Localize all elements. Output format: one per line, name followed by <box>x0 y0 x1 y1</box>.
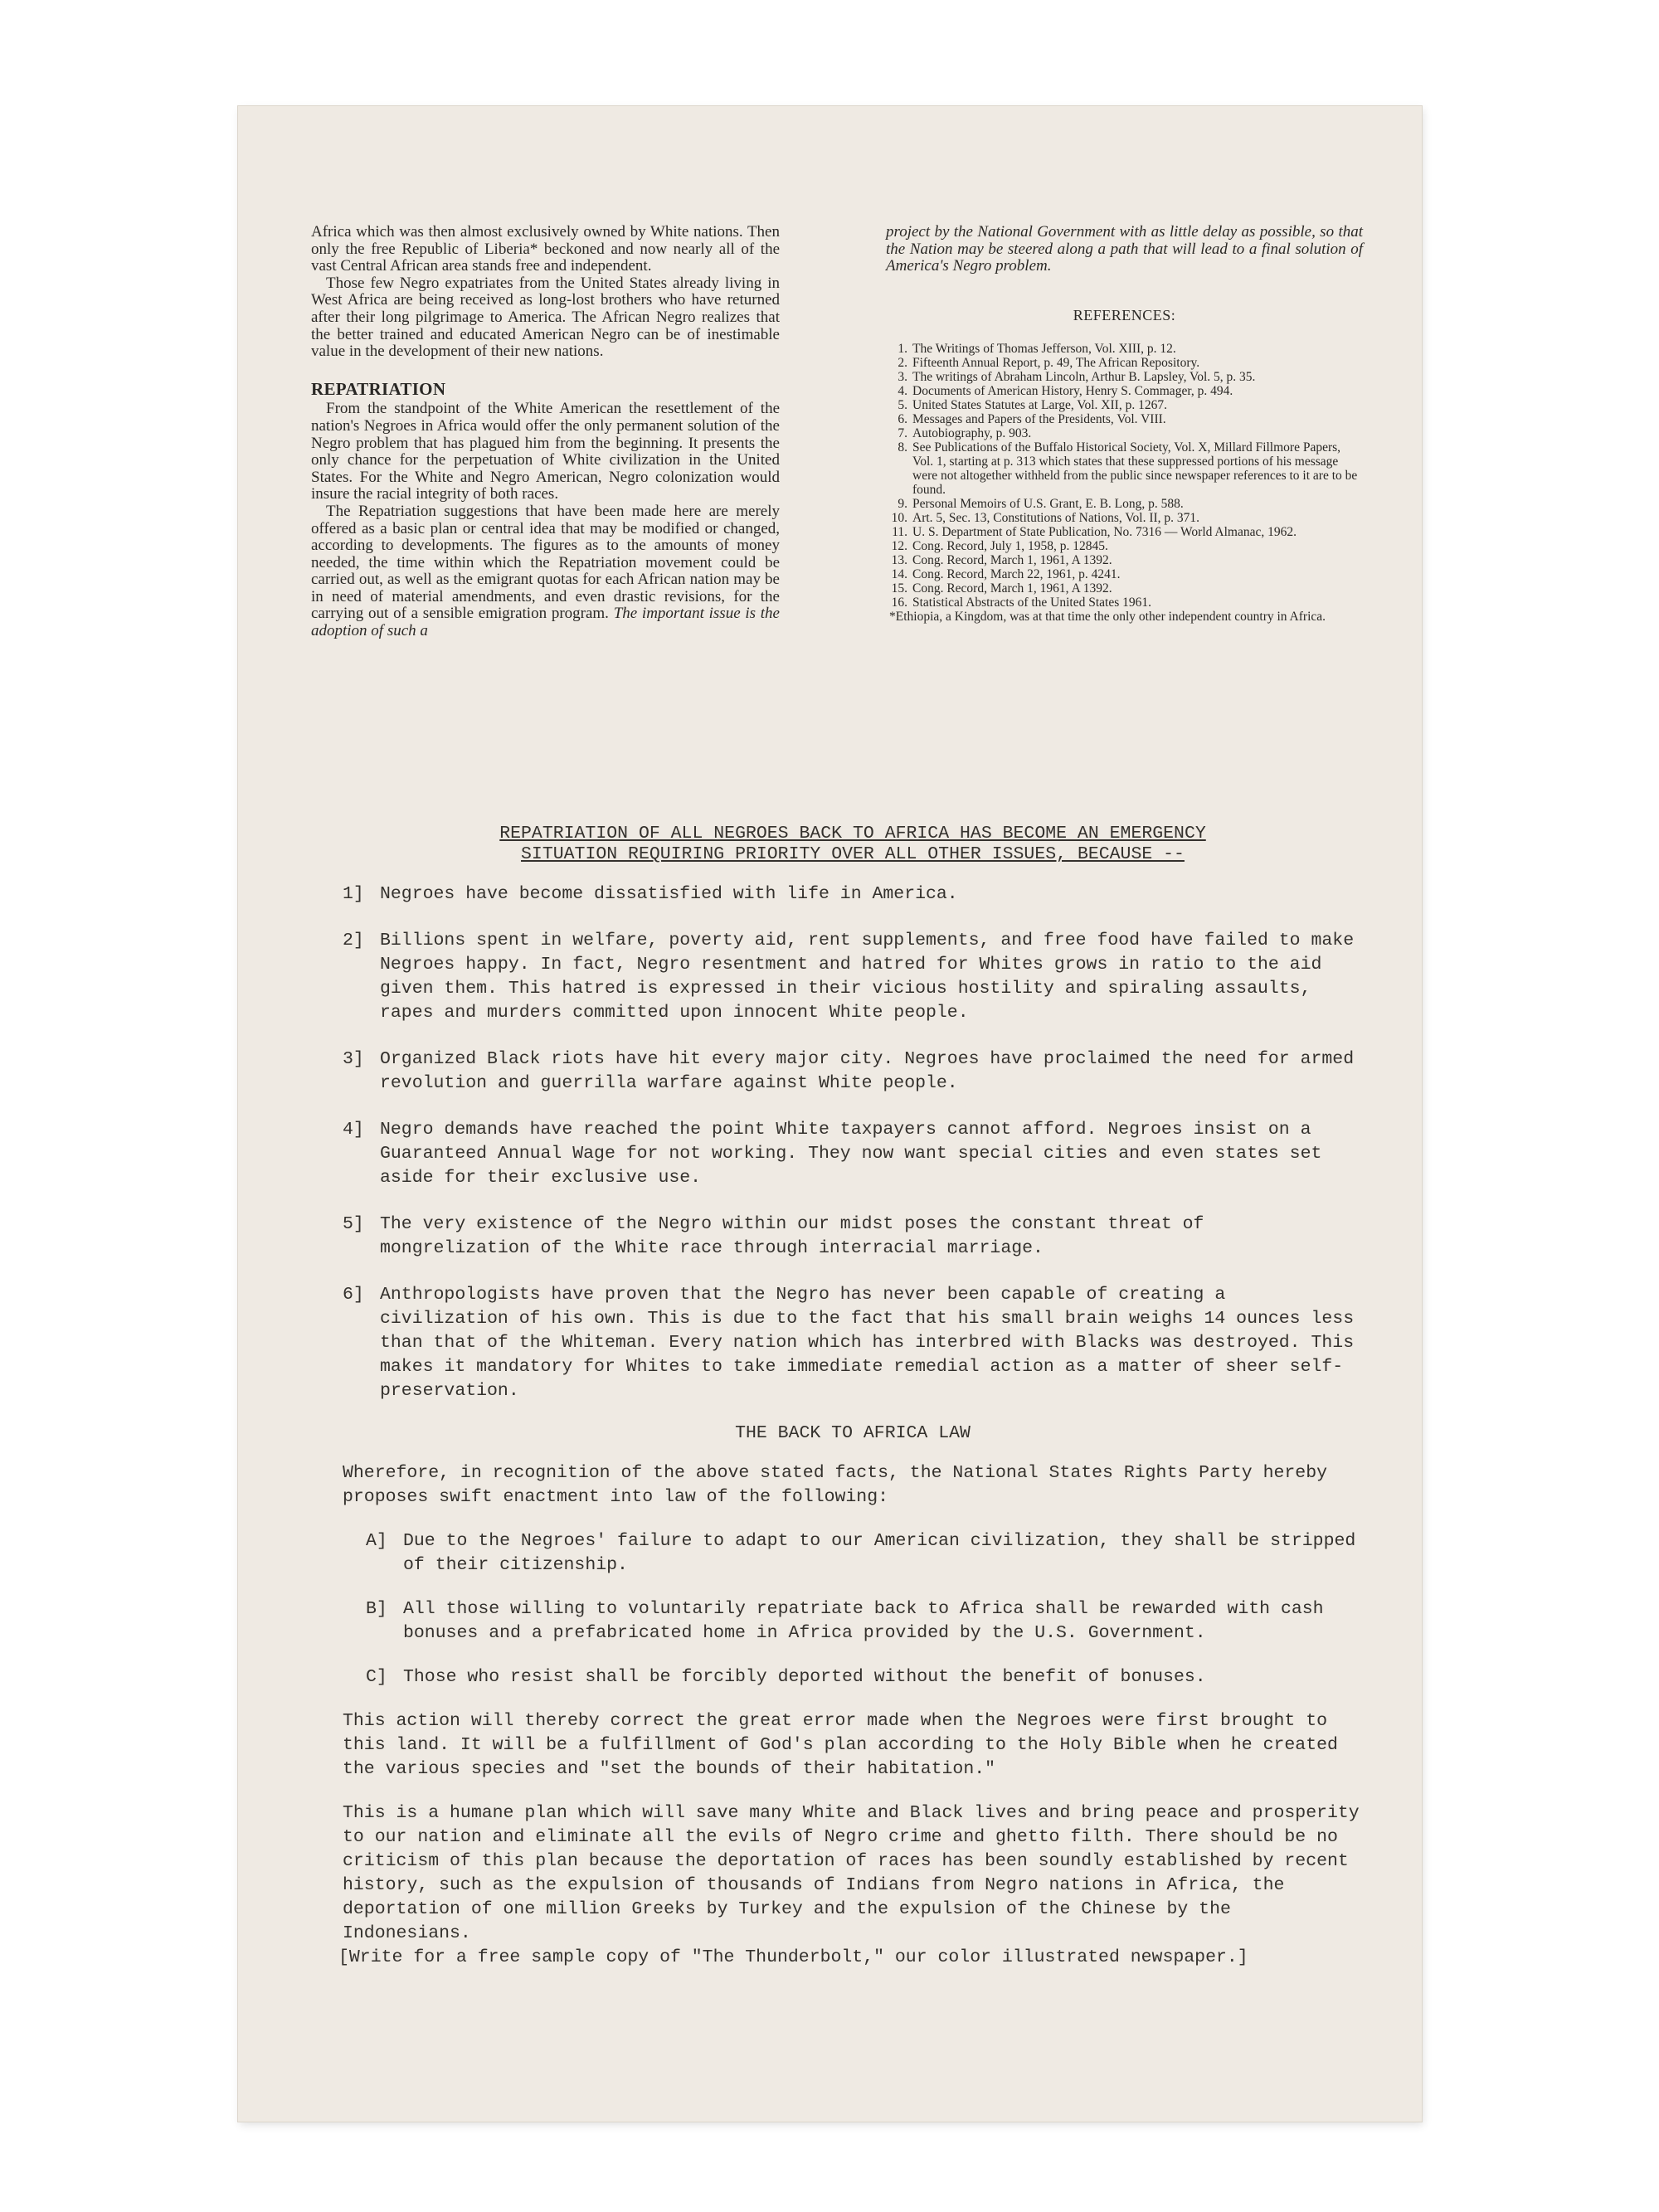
reference-item <box>886 567 1363 581</box>
left-paragraph-3: From the standpoint of the White American the resettlement of the nation's Negroes in Africa would offer the only permanent solution of the Negro problem that has plagued him from the beginning. It presents the only chance for the perpetuation of White civilization in the United States. For the White and Negro American, Negro colonization would insure the racial integrity of both races. <box>311 400 780 503</box>
law-item <box>366 1529 1363 1578</box>
reference-number: 1. <box>898 342 907 357</box>
reference-item <box>886 581 1363 596</box>
newspaper-tagline: [Write for a free sample copy of "The Thunderbolt," our color illustrated newspaper.] <box>338 1947 1248 1967</box>
reference-text: The Writings of Thomas Jefferson, Vol. XIII, p. 12. <box>912 342 1176 357</box>
reference-text: Autobiography, p. 903. <box>912 426 1032 441</box>
law-text: Those who resist shall be forcibly deported without the benefit of bonuses. <box>403 1667 1206 1687</box>
left-paragraph-1: Africa which was then almost exclusively owned by White nations. Then only the free Republic of Liberia* beckoned and now nearly all of the vast Central African area stands free and independent. <box>311 223 780 275</box>
reference-item <box>886 440 1363 497</box>
reference-number: 10. <box>891 511 907 526</box>
reference-number: 2. <box>898 356 907 371</box>
reference-number: 6. <box>898 412 907 427</box>
headline-line-2: SITUATION REQUIRING PRIORITY OVER ALL OTHER ISSUES, BECAUSE -- <box>521 844 1185 864</box>
reference-item <box>886 426 1363 440</box>
left-paragraph-2: Those few Negro expatriates from the United States already living in West Africa are being received as long-lost brothers who have returned after their long pilgrimage to America. The African Negro realizes that the better trained and educated American Negro can be of inestimable value in the development of their new nations. <box>311 274 780 361</box>
reference-item <box>886 370 1363 384</box>
reason-item <box>343 1118 1363 1190</box>
reference-number: 7. <box>898 426 907 441</box>
reference-item <box>886 511 1363 525</box>
reason-text: Organized Black riots have hit every major city. Negroes have proclaimed the need for armed revolution and guerrilla warfare against White people. <box>380 1049 1355 1093</box>
humane-plan-paragraph: This is a humane plan which will save many White and Black lives and bring peace and prosperity to our nation and eliminate all the evils of Negro crime and ghetto filth. There should be no criticism of this plan because the deportation of races has been soundly established by recent history, such as the expulsion of thousands of Indians from Negro nations in Africa, the deportation of one million Greeks by Turkey and the expulsion of the Chinese by the Indonesians. <box>343 1803 1360 1943</box>
reference-text: Cong. Record, July 1, 1958, p. 12845. <box>912 539 1108 554</box>
reason-item <box>343 882 1363 907</box>
reference-number: 15. <box>891 581 907 596</box>
reason-item <box>343 1283 1363 1403</box>
reference-item <box>886 553 1363 567</box>
references-list <box>886 342 1363 610</box>
right-continuation: project by the National Government with as little delay as possible, so that the Nation may be steered along a path that will lead to a final solution of America's Negro problem. <box>886 223 1363 275</box>
lower-section <box>338 824 1363 1970</box>
section-heading-repatriation: REPATRIATION <box>311 378 446 399</box>
reference-number: 9. <box>898 497 907 512</box>
reference-number: 4. <box>898 384 907 399</box>
reason-text: Billions spent in welfare, poverty aid, rent supplements, and free food have failed to make Negroes happy. In fact, Negro resentment and hatred for Whites grows in ratio to the aid given them. This hatred is expressed in their vicious hostility and spiraling assaults, rapes and murders committed upon innocent White people. <box>380 931 1355 1023</box>
reference-number: 11. <box>892 525 907 540</box>
reason-marker: 1] <box>343 884 364 904</box>
reference-number: 3. <box>898 370 907 385</box>
reason-marker: 5] <box>343 1214 364 1234</box>
reason-item <box>343 1048 1363 1096</box>
left-column <box>311 224 780 640</box>
right-column <box>886 224 1363 624</box>
headline-line-1: REPATRIATION OF ALL NEGROES BACK TO AFRICA HAS BECOME AN EMERGENCY <box>499 824 1206 843</box>
reason-marker: 4] <box>343 1120 364 1140</box>
reference-text: United States Statutes at Large, Vol. XII, p. 1267. <box>912 398 1167 413</box>
reference-number: 5. <box>898 398 907 413</box>
reference-item <box>886 384 1363 398</box>
reference-item <box>886 525 1363 539</box>
left-paragraph-4-italic: The important issue is the adoption of such a <box>311 605 780 640</box>
reference-item <box>886 497 1363 511</box>
left-paragraph-4-text: The Repatriation suggestions that have been made here are merely offered as a basic plan or central idea that may be modified or changed, according to developments. The figures as to the amounts of money needed, the time within which the Repatriation movement could be carried out, as well as the emigrant quotas for each African nation may be in need of material amendments, and even drastic revisions, for the carrying out of a sensible emigration program. <box>311 502 780 623</box>
reference-text: Cong. Record, March 1, 1961, A 1392. <box>912 553 1112 568</box>
reference-number: 16. <box>891 596 907 610</box>
reference-number: 13. <box>891 553 907 568</box>
reference-text: Documents of American History, Henry S. Commager, p. 494. <box>912 384 1233 399</box>
law-marker: A] <box>366 1531 387 1551</box>
reference-text: Fifteenth Annual Report, p. 49, The African Repository. <box>912 356 1200 371</box>
reference-item <box>886 596 1363 610</box>
reference-item <box>886 342 1363 356</box>
law-text: All those willing to voluntarily repatriate back to Africa shall be rewarded with cash bonuses and a prefabricated home in Africa provided by the U.S. Government. <box>403 1599 1324 1643</box>
reason-marker: 6] <box>343 1285 364 1305</box>
reference-item <box>886 398 1363 412</box>
law-item <box>366 1665 1363 1689</box>
law-item <box>366 1597 1363 1646</box>
law-marker: C] <box>366 1667 387 1687</box>
reason-marker: 3] <box>343 1049 364 1069</box>
law-title: THE BACK TO AFRICA LAW <box>735 1423 971 1443</box>
law-text: Due to the Negroes' failure to adapt to our American civilization, they shall be stripped of their citizenship. <box>403 1531 1356 1575</box>
law-marker: B] <box>366 1599 387 1619</box>
reason-item <box>343 1213 1363 1261</box>
reference-text: Art. 5, Sec. 13, Constitutions of Nations, Vol. II, p. 371. <box>912 511 1200 526</box>
law-provisions <box>343 1529 1363 1689</box>
reference-text: Messages and Papers of the Presidents, Vol. VIII. <box>912 412 1166 427</box>
reason-marker: 2] <box>343 931 364 950</box>
reason-text: Negro demands have reached the point White taxpayers cannot afford. Negroes insist on a Guaranteed Annual Wage for not working. They now want special cities and even states set aside for their exclusive use. <box>380 1120 1322 1188</box>
emergency-headline <box>343 824 1363 865</box>
action-paragraph: This action will thereby correct the great error made when the Negroes were first brought to this land. It will be a fulfillment of God's plan according to the Holy Bible when he created the various species and "set the bounds of their habitation." <box>343 1711 1338 1779</box>
reference-text: The writings of Abraham Lincoln, Arthur B. Lapsley, Vol. 5, p. 35. <box>912 370 1256 385</box>
reference-item <box>886 539 1363 553</box>
references-title: REFERENCES: <box>1073 306 1176 323</box>
reference-number: 12. <box>891 539 907 554</box>
reason-text: The very existence of the Negro within our midst poses the constant threat of mongrelization of the White race through interracial marriage. <box>380 1214 1204 1258</box>
reference-number: 8. <box>898 440 907 455</box>
reason-text: Anthropologists have proven that the Negro has never been capable of creating a civilization of his own. This is due to the fact that his small brain weighs 14 ounces less than that of the Whiteman. Every nation which has interbred with Blacks was destroyed. This makes it mandatory for Whites to take immediate remedial action as a matter of sheer self-preservation. <box>380 1285 1355 1401</box>
left-paragraph-4 <box>311 503 780 640</box>
references-footnote: *Ethiopia, a Kingdom, was at that time the only other independent country in Africa. <box>889 610 1326 625</box>
reference-text: U. S. Department of State Publication, No. 7316 — World Almanac, 1962. <box>912 525 1297 540</box>
law-intro: Wherefore, in recognition of the above stated facts, the National States Rights Party hereby proposes swift enactment into law of the following: <box>343 1463 1327 1507</box>
reason-text: Negroes have become dissatisfied with life in America. <box>380 884 958 904</box>
reference-text: Cong. Record, March 1, 1961, A 1392. <box>912 581 1112 596</box>
reference-item <box>886 412 1363 426</box>
reason-item <box>343 929 1363 1025</box>
reference-text: Statistical Abstracts of the United States 1961. <box>912 596 1151 610</box>
reference-number: 14. <box>891 567 907 582</box>
reference-text: Personal Memoirs of U.S. Grant, E. B. Long, p. 588. <box>912 497 1184 512</box>
reference-text: See Publications of the Buffalo Historical Society, Vol. X, Millard Fillmore Papers, Vol. 1, starting at p. 313 which states that these suppressed portions of his message were not altogether withheld from the public since newspaper references to it are to be found. <box>912 440 1358 498</box>
reference-item <box>886 356 1363 370</box>
reference-text: Cong. Record, March 22, 1961, p. 4241. <box>912 567 1121 582</box>
